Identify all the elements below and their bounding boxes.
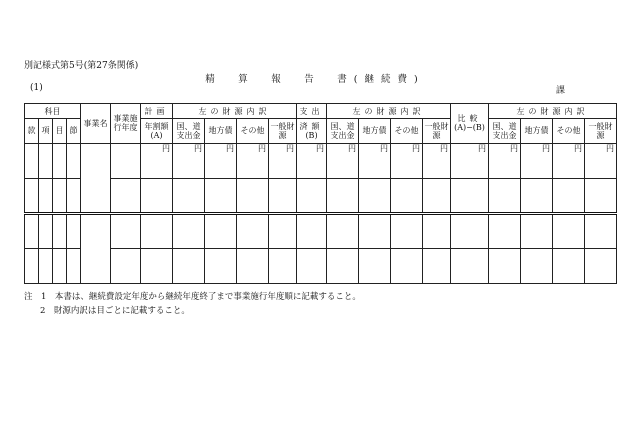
moku-header	[53, 119, 67, 144]
table-cell	[489, 213, 521, 248]
department-label: 課	[556, 86, 566, 96]
table-cell	[25, 143, 39, 178]
settlement-table	[24, 103, 617, 284]
table-cell	[297, 213, 327, 248]
table-cell	[81, 143, 111, 213]
left-breakdown-label-2: 左の財源内訳	[352, 106, 425, 116]
table-cell	[359, 248, 391, 283]
ko-label: 項	[41, 126, 50, 136]
annual-amount-header	[141, 119, 173, 144]
table-cell	[67, 248, 81, 283]
table-cell	[25, 248, 39, 283]
table-cell	[451, 248, 489, 283]
exec-year-label: 事業施行年度	[113, 114, 138, 133]
table-cell	[111, 178, 141, 213]
table-cell	[359, 213, 391, 248]
table-cell	[553, 178, 585, 213]
table-cell	[391, 213, 423, 248]
table-cell	[173, 178, 205, 213]
general-header-1	[269, 119, 297, 144]
table-cell	[489, 248, 521, 283]
project-name-label: 事業名	[83, 118, 108, 128]
table-cell	[423, 213, 451, 248]
table-cell	[391, 178, 423, 213]
table-cell	[237, 178, 269, 213]
ko-header	[39, 119, 53, 144]
setsu-header	[67, 119, 81, 144]
table-cell	[141, 213, 173, 248]
table-cell	[39, 178, 53, 213]
table-cell	[327, 178, 359, 213]
plan-header	[141, 104, 173, 119]
table-cell	[327, 213, 359, 248]
subject-header	[25, 104, 81, 119]
general-label-2: 一般財源	[424, 121, 449, 140]
table-cell	[297, 248, 327, 283]
other-label-3: その他	[556, 126, 581, 136]
table-cell	[521, 248, 553, 283]
left-breakdown-header-1	[173, 104, 297, 119]
table-cell	[39, 213, 53, 248]
other-header-2	[391, 119, 423, 144]
table-cell	[269, 248, 297, 283]
table-cell	[111, 143, 141, 178]
local-bond-label-3: 地方債	[524, 126, 549, 136]
table-cell	[423, 178, 451, 213]
table-cell	[237, 248, 269, 283]
exec-year-header	[111, 104, 141, 144]
table-cell	[173, 248, 205, 283]
national-label-3: 国、道支出金	[492, 121, 517, 140]
table-cell	[81, 213, 111, 283]
national-label-2: 国、道支出金	[330, 121, 355, 140]
table-cell	[205, 213, 237, 248]
page-index: (1)	[30, 83, 43, 93]
project-name-header	[81, 104, 111, 144]
table-cell	[25, 213, 39, 248]
national-label-1: 国、道支出金	[176, 121, 201, 140]
table-cell	[237, 213, 269, 248]
yen-unit: 円	[553, 143, 585, 178]
table-cell	[25, 178, 39, 213]
yen-unit: 円	[297, 143, 327, 178]
left-breakdown-label-1: 左の財源内訳	[198, 106, 271, 116]
national-header-1	[173, 119, 205, 144]
local-bond-header-1	[205, 119, 237, 144]
general-header-2	[423, 119, 451, 144]
a-mark-label: (A)	[150, 130, 163, 140]
document-title: 精 算 報 告 書(継続費)	[205, 74, 425, 85]
general-label-3: 一般財源	[588, 121, 613, 140]
general-label-1: 一般財源	[270, 121, 295, 140]
table-cell	[39, 248, 53, 283]
kan-label: 款	[27, 126, 36, 136]
table-cell	[53, 178, 67, 213]
expend-done-label: 済額	[299, 121, 324, 131]
table-cell	[585, 248, 617, 283]
expend-header	[297, 104, 327, 119]
note-2: 2 財源内訳は目ごとに記載すること。	[40, 306, 190, 316]
table-cell	[553, 213, 585, 248]
table-cell	[111, 248, 141, 283]
table-cell	[327, 248, 359, 283]
expend-done-header	[297, 119, 327, 144]
general-header-3	[585, 119, 617, 144]
compare-label: 比較	[457, 114, 482, 124]
yen-unit: 円	[237, 143, 269, 178]
yen-unit: 円	[489, 143, 521, 178]
table-cell	[585, 213, 617, 248]
local-bond-label-2: 地方債	[362, 126, 387, 136]
yen-unit: 円	[585, 143, 617, 178]
table-cell	[423, 248, 451, 283]
form-label: 別記様式第5号(第27条関係)	[24, 61, 139, 71]
national-header-2	[327, 119, 359, 144]
table-cell	[451, 178, 489, 213]
plan-label: 計画	[144, 106, 169, 116]
moku-label: 目	[55, 126, 64, 136]
other-header-3	[553, 119, 585, 144]
left-breakdown-header-3	[489, 104, 617, 119]
annual-amount-label: 年割額	[144, 121, 169, 131]
other-header-1	[237, 119, 269, 144]
table-cell	[111, 213, 141, 248]
yen-unit: 円	[391, 143, 423, 178]
table-cell	[53, 213, 67, 248]
table-cell	[53, 248, 67, 283]
a-minus-b-label: (A)−(B)	[454, 123, 485, 133]
other-label-1: その他	[240, 126, 265, 136]
yen-unit: 円	[359, 143, 391, 178]
table-cell	[205, 178, 237, 213]
table-cell	[173, 213, 205, 248]
table-row	[25, 213, 617, 248]
table-row	[25, 248, 617, 283]
table-cell	[585, 178, 617, 213]
table-cell	[67, 143, 81, 178]
table-cell	[67, 178, 81, 213]
local-bond-header-3	[521, 119, 553, 144]
table-cell	[521, 178, 553, 213]
table-row	[25, 178, 617, 213]
b-mark-label: (B)	[305, 130, 318, 140]
yen-unit: 円	[205, 143, 237, 178]
table-cell	[53, 143, 67, 178]
yen-unit: 円	[521, 143, 553, 178]
table-cell	[269, 213, 297, 248]
table-cell	[269, 178, 297, 213]
table-cell	[553, 248, 585, 283]
table-cell	[391, 248, 423, 283]
yen-unit: 円	[423, 143, 451, 178]
table-cell	[489, 178, 521, 213]
left-breakdown-label-3: 左の財源内訳	[516, 106, 589, 116]
table-cell	[39, 143, 53, 178]
other-label-2: その他	[394, 126, 419, 136]
setsu-label: 節	[69, 126, 78, 136]
subject-label: 科目	[44, 106, 61, 116]
yen-unit: 円	[327, 143, 359, 178]
yen-unit: 円	[451, 143, 489, 178]
note-1: 注 1 本書は、継続費設定年度から継続年度終了まで事業施行年度順に記載すること。	[24, 292, 361, 302]
table-cell	[141, 178, 173, 213]
yen-unit: 円	[141, 143, 173, 178]
yen-unit: 円	[269, 143, 297, 178]
table-cell	[67, 213, 81, 248]
table-cell	[521, 213, 553, 248]
table-cell	[205, 248, 237, 283]
kan-header	[25, 119, 39, 144]
local-bond-header-2	[359, 119, 391, 144]
table-cell	[141, 248, 173, 283]
table-cell	[359, 178, 391, 213]
local-bond-label-1: 地方債	[208, 126, 233, 136]
expend-label: 支出	[299, 106, 324, 116]
table-row	[25, 143, 617, 178]
national-header-3	[489, 119, 521, 144]
yen-unit: 円	[173, 143, 205, 178]
table-cell	[297, 178, 327, 213]
left-breakdown-header-2	[327, 104, 451, 119]
compare-header	[451, 104, 489, 144]
table-cell	[451, 213, 489, 248]
